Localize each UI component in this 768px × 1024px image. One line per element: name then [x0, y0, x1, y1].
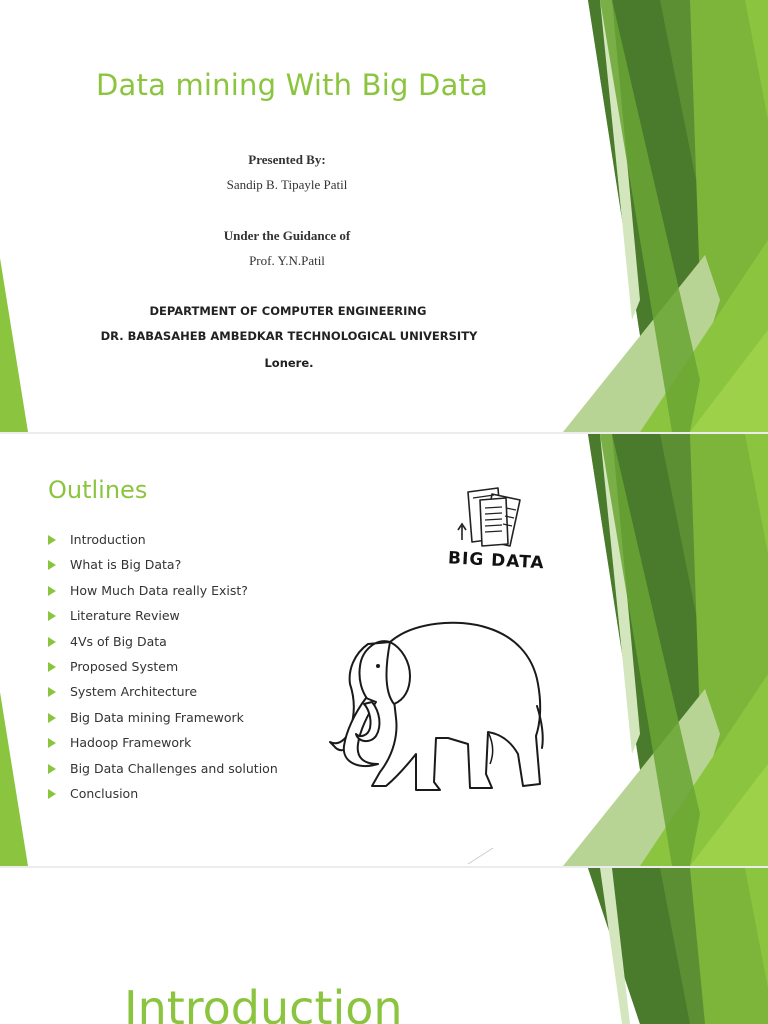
bullet-arrow-icon: [48, 764, 56, 774]
big-data-logo-icon: [440, 486, 560, 576]
list-item: System Architecture: [48, 682, 278, 707]
elephant-illustration: [318, 614, 548, 794]
list-item: Big Data mining Framework: [48, 708, 278, 733]
list-item: How Much Data really Exist?: [48, 581, 278, 606]
list-item: What is Big Data?: [48, 555, 278, 580]
presentation-title: Data mining With Big Data: [96, 68, 489, 102]
bullet-arrow-icon: [48, 713, 56, 723]
slide-introduction: [0, 868, 768, 1024]
university-name: DR. BABASAHEB AMBEDKAR TECHNOLOGICAL UNIVERSITY: [100, 329, 478, 343]
list-item: Hadoop Framework: [48, 733, 278, 758]
department-name: DEPARTMENT OF COMPUTER ENGINEERING: [149, 304, 427, 318]
outline-list: [48, 530, 278, 809]
guidance-label: Under the Guidance of: [223, 228, 351, 243]
outlines-title: Outlines: [48, 476, 148, 504]
bullet-arrow-icon: [48, 611, 56, 621]
presented-by-label: Presented By:: [248, 152, 326, 167]
guide-name: Prof. Y.N.Patil: [249, 253, 325, 268]
slide-title: [0, 0, 768, 432]
list-item: 4Vs of Big Data: [48, 632, 278, 657]
bullet-arrow-icon: [48, 586, 56, 596]
list-item: Literature Review: [48, 606, 278, 631]
bullet-arrow-icon: [48, 789, 56, 799]
list-item: Big Data Challenges and solution: [48, 759, 278, 784]
bullet-arrow-icon: [48, 535, 56, 545]
presenter-name: Sandip B. Tipayle Patil: [226, 177, 348, 192]
location-name: Lonere.: [264, 356, 314, 370]
bullet-arrow-icon: [48, 687, 56, 697]
bullet-arrow-icon: [48, 637, 56, 647]
list-item: Proposed System: [48, 657, 278, 682]
bullet-arrow-icon: [48, 738, 56, 748]
big-data-logo-text: BIG DATA: [447, 548, 546, 574]
list-item: Conclusion: [48, 784, 278, 809]
slide-outlines: [0, 434, 768, 866]
introduction-title: Introduction: [124, 981, 403, 1024]
bullet-arrow-icon: [48, 662, 56, 672]
bullet-arrow-icon: [48, 560, 56, 570]
list-item: Introduction: [48, 530, 278, 555]
